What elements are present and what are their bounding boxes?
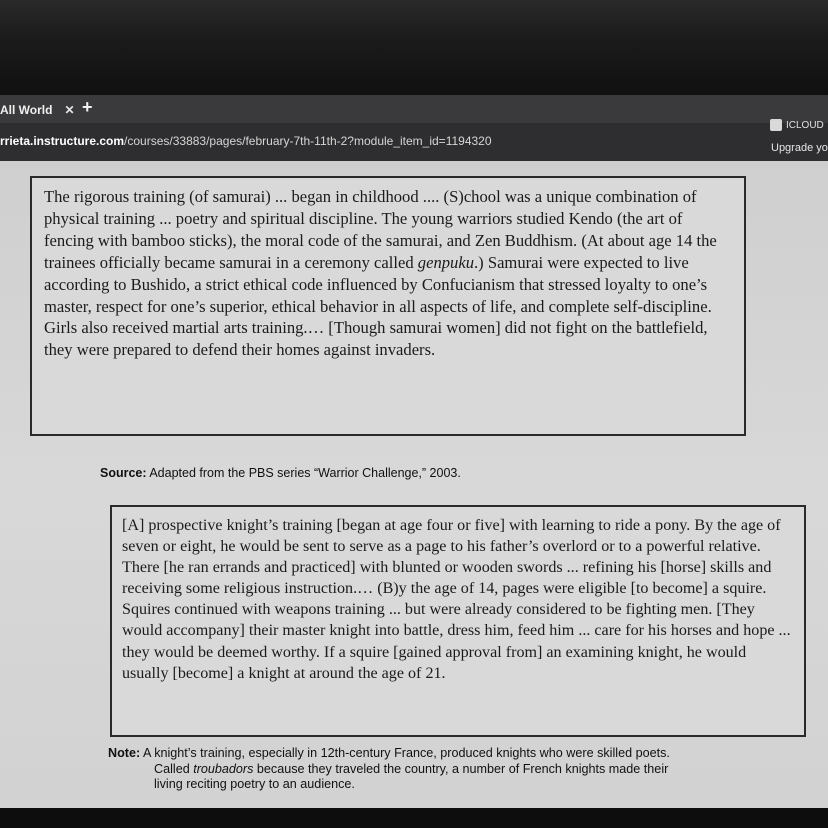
source-text: Adapted from the PBS series “Warrior Challenge,” 2003. <box>146 466 461 480</box>
url-host: rrieta.instructure.com <box>0 134 125 148</box>
url-text[interactable] <box>0 134 492 148</box>
knight-passage: [A] prospective knight’s training [began at age four or five] with learning to ride a pony. By the age of seven or eight, he would be sent to serve as a page to his father’s overlord or to a powerful relative. There [he ran errands and practiced] with blunted or wooden swords ... refining his [horse] skills and receiving some religious instruction.… (B)y the age of 14, pages were eligible [to become] a squire. Squires continued with weapons training ... but were already considered to be fighting men. [They would accompany] their master knight into battle, dress him, feed him ... care for his horses and hope ... they would be deemed worthy. If a squire [gained approval from] an examining knight, he would usually [become] a knight at around the age of 21. <box>122 517 791 682</box>
new-tab-plus-icon[interactable]: + <box>82 97 93 117</box>
troubadors-term: troubadors <box>193 761 254 776</box>
icloud-icon <box>770 119 782 131</box>
samurai-text-part1: The rigorous training (of samurai) ... began in childhood .... (S)chool was a unique combination of physical training ... poetry and spiritual discipline. The young warriors studied Kendo (the art of fencing with bamboo sticks), the moral code of the samurai, and Zen Buddhism. (At about age 14 the trainees officially became samurai in a ceremony called <box>44 187 717 272</box>
note-line2 <box>108 762 818 778</box>
dark-background-top <box>0 0 828 95</box>
tab-title: All World <box>0 103 53 117</box>
note-line1: A knight’s training, especially in 12th-century France, produced knights who were skilled poets. <box>140 746 670 760</box>
note <box>108 746 818 793</box>
browser-tab[interactable] <box>0 97 75 123</box>
samurai-passage-box <box>30 176 746 436</box>
note-line3: living reciting poetry to an audience. <box>154 777 355 791</box>
samurai-text-part2: .) Samurai were expected to live according to Bushido, a strict ethical code influenced by Confucianism that stressed loyalty to one’s master, respect for one’s superior, ethical behavior in all aspects of life, and complete self-discipline. Girls also received martial arts training.… [Though samurai women] did not fight on the battlefield, they were prepared to defend their homes against invaders. <box>44 252 712 360</box>
upgrade-link[interactable]: Upgrade yo <box>771 142 828 154</box>
browser-tab-bar <box>0 95 828 123</box>
source-citation <box>100 466 461 480</box>
icloud-extension[interactable] <box>770 119 824 131</box>
source-label: Source: <box>100 466 147 480</box>
knight-passage-box <box>110 505 806 737</box>
note-line2-end: because they traveled the country, a number of French knights made their <box>253 761 669 776</box>
url-path: /courses/33883/pages/february-7th-11th-2?module_item_id=1194320 <box>124 134 492 148</box>
note-label: Note: <box>108 746 141 760</box>
note-line2-start: Called <box>154 761 194 776</box>
samurai-passage <box>44 186 732 361</box>
icloud-label: ICLOUD <box>786 119 824 131</box>
close-icon[interactable]: ✕ <box>64 103 75 117</box>
dark-background-bottom <box>0 808 828 828</box>
genpuku-term: genpuku <box>417 252 475 272</box>
